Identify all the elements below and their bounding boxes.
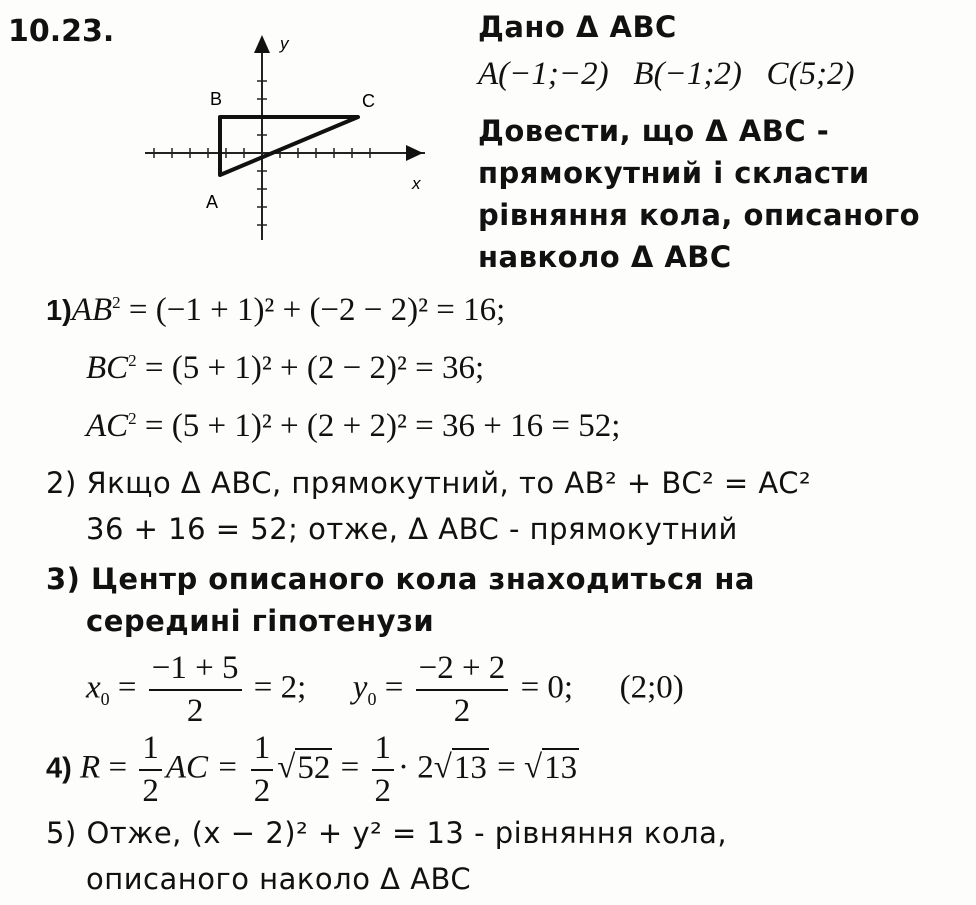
task-line: навколо Δ ABC — [478, 240, 732, 274]
step1-ab: $1)AB^2 = (-1 + 1)^2 + (-2 - 2)^2 = 16$; — [46, 292, 506, 328]
triangle-figure — [140, 25, 460, 250]
step5-line1: 5) Отже, (x − 2)² + y² = 13 - рівняння кола, — [46, 816, 728, 850]
step4-radius: 4) R = $\frac{1}{2}$ AC = $\frac{1}{2}$ √52 = $\frac{1}{2}$ · 2√13 = √13 — [46, 730, 578, 809]
x-axis-arrow-icon — [406, 145, 423, 161]
problem-number: 10.23. — [8, 14, 115, 49]
task-line: Довести, що Δ ABC - — [478, 114, 830, 148]
step3-line2: середині гіпотенузи — [86, 604, 435, 638]
step1-bc: $BC^2 = (5 + 1)^2 + (2 - 2)^2 = 36$; — [86, 350, 485, 386]
task-line: рівняння кола, описаного — [478, 198, 921, 232]
x-axis-label: x — [412, 174, 421, 193]
step3-center-formula: $x_0$ = $\frac{-1 + 5}{2}$ = 2; $y_0$ = $\frac{-2 + 2}{2}$ = 0; (2;0) — [86, 650, 684, 729]
vertex-label-c: C — [362, 91, 375, 111]
step5-line2: описаного наколо Δ ABC — [86, 862, 472, 896]
given-points: A(−1;−2) B(−1;2) C(5;2) — [478, 56, 855, 92]
step2-line2: 36 + 16 = 52; отже, Δ ABC - прямокутний — [86, 512, 738, 546]
y-axis-label: y — [280, 34, 289, 53]
triangle-abc — [220, 117, 358, 175]
step1-ac: $AC^2 = (5 + 1)^2 + (2 + 2)^2 = 36 + 16 = 52$; — [86, 408, 621, 444]
vertex-label-a: A — [206, 192, 219, 212]
step2-line1: 2) Якщо Δ ABC, прямокутний, то AB² + BC² = AC² — [46, 466, 812, 500]
task-line: прямокутний і скласти — [478, 156, 870, 190]
given-line: Дано Δ ABC — [478, 10, 677, 44]
step3-line1: 3) Центр описаного кола знаходиться на — [46, 562, 755, 596]
vertex-label-b: B — [210, 89, 223, 109]
y-axis-arrow-icon — [254, 35, 270, 53]
task-text — [478, 110, 920, 278]
